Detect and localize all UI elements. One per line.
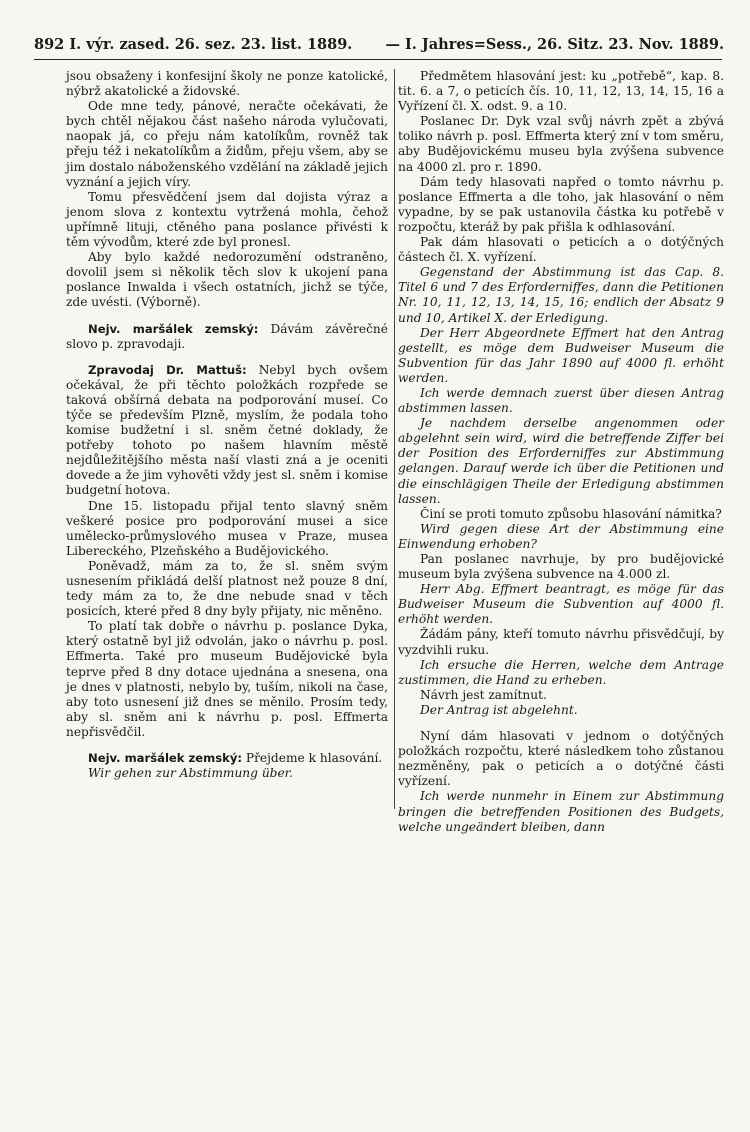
paragraph-text: Der Herr Abgeordnete Effmert hat den Antrag gestellt, es möge dem Budweiser Museum die Subvention für das Jahr 1890 auf 4000 fl. erhöht werden. xyxy=(398,325,724,385)
paragraph-text: Der Antrag ist abgelehnt. xyxy=(420,702,578,717)
paragraph-text: Činí se proti tomuto způsobu hlasování námitka? xyxy=(420,506,722,521)
paragraph xyxy=(66,322,388,352)
speaker-name: Nejv. maršálek zemský: xyxy=(88,751,243,766)
paragraph xyxy=(66,69,388,99)
speaker-name: Nejv. maršálek zemský: xyxy=(88,321,259,336)
paragraph-text: Je nachdem derselbe angenommen oder abgelehnt sein wird, wird die betreffende Ziffer bei der Position des Erforderniffes zur Abstimmung gelangen. Darauf werde ich über die Petitionen und die einschlägigen Theile der Erledigung abstimmen lassen. xyxy=(398,416,724,506)
paragraph xyxy=(398,386,724,416)
paragraph-text: Wir gehen zur Abstimmung über. xyxy=(88,766,294,781)
paragraph xyxy=(66,559,388,619)
paragraph-text: Wird gegen diese Art der Abstimmung eine Einwendung erhoben? xyxy=(398,521,724,551)
paragraph xyxy=(398,703,724,718)
paragraph xyxy=(66,363,388,499)
header-rule xyxy=(34,59,722,60)
paragraph-text: Dám tedy hlasovati napřed o tomto návrhu p. poslance Effmerta a dle toho, jak hlasování o něm vypadne, by se pak ustanovila částka ku potřebě v rozpočtu, kteráž by pak přišla k odhlasování. xyxy=(398,174,724,234)
paragraph-text: Poněvadž, mám za to, že sl. sněm svým usnesením přikládá delší platnost než pouze 8 dní, tedy mám za to, že dne nebude snad v těch posicích, které před 8 dny byly přijaty, nic měněno. xyxy=(66,558,388,619)
paragraph xyxy=(66,619,388,740)
paragraph xyxy=(398,729,724,789)
paragraph xyxy=(398,69,724,114)
paragraph-spacer xyxy=(398,718,724,729)
column-divider xyxy=(394,69,395,809)
paragraph xyxy=(398,326,724,386)
paragraph xyxy=(398,627,724,657)
paragraph-text: Ich werde demnach zuerst über diesen Antrag abstimmen lassen. xyxy=(398,385,724,416)
paragraph xyxy=(398,114,724,174)
paragraph-text: Předmětem hlasování jest: ku „potřebě“, kap. 8. tit. 6. a 7, o peticích čís. 10, 11, 12, 13, 14, 15, 16 a Vyřízení čl. X. odst. 9. a 10. xyxy=(398,69,724,114)
paragraph-text: Nebyl bych ovšem očekával, že při těchto položkách rozpřede se taková obšírná debata na podporování museí. Co týče se především Plzně, myslím, že podala toho komise budžetní i sl. sněm četné doklady, že potřeby tohoto po našem hlavním městě nejdůležitějšího města naší vlasti zná a je oceniti dovede a že jim vyhověti vždy jest sl. sněm i komise budgetní hotova. xyxy=(66,362,388,498)
paragraph-text: Nyní dám hlasovati v jednom o dotýčných položkách rozpočtu, které následkem toho zůstanou nezměněny, pak o peticích a o dotýčné části vyřízení. xyxy=(398,729,724,789)
paragraph xyxy=(398,416,724,507)
right-column xyxy=(398,69,724,835)
paragraph-text: Pan poslanec navrhuje, by pro budějovické museum byla zvýšena subvence na 4.000 zl. xyxy=(398,552,724,582)
paragraph xyxy=(398,175,724,235)
paragraph-spacer xyxy=(66,352,388,363)
paragraph xyxy=(398,235,724,265)
paragraph-spacer xyxy=(66,740,388,751)
paragraph-text: Dne 15. listopadu přijal tento slavný sněm veškeré posice pro podporování musei a sice umělecko-průmyslového musea v Praze, musea Libereckého, Plzeňského a Budějovického. xyxy=(66,498,388,558)
paragraph xyxy=(398,582,724,627)
paragraph-text: Tomu přesvědčení jsem dal dojista výraz a jenom slova z kontextu vytržená mohla, čehož upřímně lituji, ctěného pana poslance přivésti k těm vývodům, které zde byl pronesl. xyxy=(66,189,388,250)
paragraph-text: Dávám závěrečné slovo p. zpravodaji. xyxy=(66,321,388,351)
paragraph-text: Ode mne tedy, pánové, neračte očekávati, že bych chtěl nějakou část našeho národa vylučovati, naopak já, co přeju nám katolíkům, rovněž tak přeju též i nekatolíkům a židům, přeju všem, aby se jim dostalo náboženského vzdělání na základě jejich vyznání a jejich víry. xyxy=(66,99,388,189)
paragraph-text: Herr Abg. Effmert beantragt, es möge für das Budweiser Museum die Subvention auf 4000 fl. erhöht werden. xyxy=(398,582,724,627)
speaker-name: Zpravodaj Dr. Mattuš: xyxy=(88,362,247,377)
paragraph xyxy=(66,766,388,781)
paragraph-text: Ich ersuche die Herren, welche dem Antrage zustimmen, die Hand zu erheben. xyxy=(398,657,724,687)
header-left: 892 I. výr. zased. 26. sez. 23. list. 1889. xyxy=(34,36,353,53)
paragraph-text: Návrh jest zamítnut. xyxy=(420,687,547,702)
paragraph-text: jsou obsaženy i konfesijní školy ne ponze katolické, nýbrž akatolické a židovské. xyxy=(66,69,388,99)
paragraph xyxy=(66,499,388,559)
page-header xyxy=(34,36,724,53)
paragraph xyxy=(398,522,724,552)
paragraph-text: Přejdeme k hlasování. xyxy=(245,751,383,766)
paragraph xyxy=(398,552,724,582)
paragraph xyxy=(398,265,724,325)
paragraph-text: Žádám pány, kteří tomuto návrhu přisvědčují, by vyzdvihli ruku. xyxy=(398,627,724,657)
paragraph-text: Pak dám hlasovati o peticích a o dotýčných částech čl. X. vyřízení. xyxy=(398,235,724,265)
paragraph xyxy=(398,658,724,688)
paragraph xyxy=(398,507,724,522)
paragraph xyxy=(398,789,724,834)
paragraph xyxy=(66,190,388,250)
paragraph-text: Gegenstand der Abstimmung ist das Cap. 8. Titel 6 und 7 des Erforderniffes, dann die Petitionen Nr. 10, 11, 12, 13, 14, 15, 16; endlich der Absatz 9 und 10, Artikel X. der Erledigung. xyxy=(398,265,724,325)
header-right: — I. Jahres=Sess., 26. Sitz. 23. Nov. 1889. xyxy=(385,36,724,53)
paragraph xyxy=(66,250,388,310)
paragraph-text: Ich werde nunmehr in Einem zur Abstimmung bringen die betreffenden Positionen des Budgets, welche ungeändert bleiben, dann xyxy=(398,789,724,834)
paragraph-text: To platí tak dobře o návrhu p. poslance Dyka, který ostatně byl již odvolán, jako o návrhu p. posl. Effmerta. Také pro museum Budějovické byla teprve před 8 dny dotace ujednána a snesena, ona je dnes v platnosti, nebylo by, tuším, nikoli na čase, aby toto usnesení již dnes se měnilo. Prosím tedy, aby sl. sněm ani k návrhu p. posl. Effmerta nepřisvědčil. xyxy=(66,619,388,739)
paragraph xyxy=(398,688,724,703)
paragraph xyxy=(66,99,388,190)
paragraph-text: Poslanec Dr. Dyk vzal svůj návrh zpět a zbývá toliko návrh p. posl. Effmerta který zní v tom směru, aby Budějovickému museu byla zvýšena subvence na 4000 zl. pro r. 1890. xyxy=(398,114,724,174)
paragraph-text: Aby bylo každé nedorozumění odstraněno, dovolil jsem si několik těch slov k ukojení pana poslance Inwalda i všech ostatních, jichž se týče, zde uvésti. (Výborně). xyxy=(66,250,388,310)
paragraph-spacer xyxy=(66,311,388,322)
left-column xyxy=(66,69,388,781)
paragraph xyxy=(66,751,388,766)
